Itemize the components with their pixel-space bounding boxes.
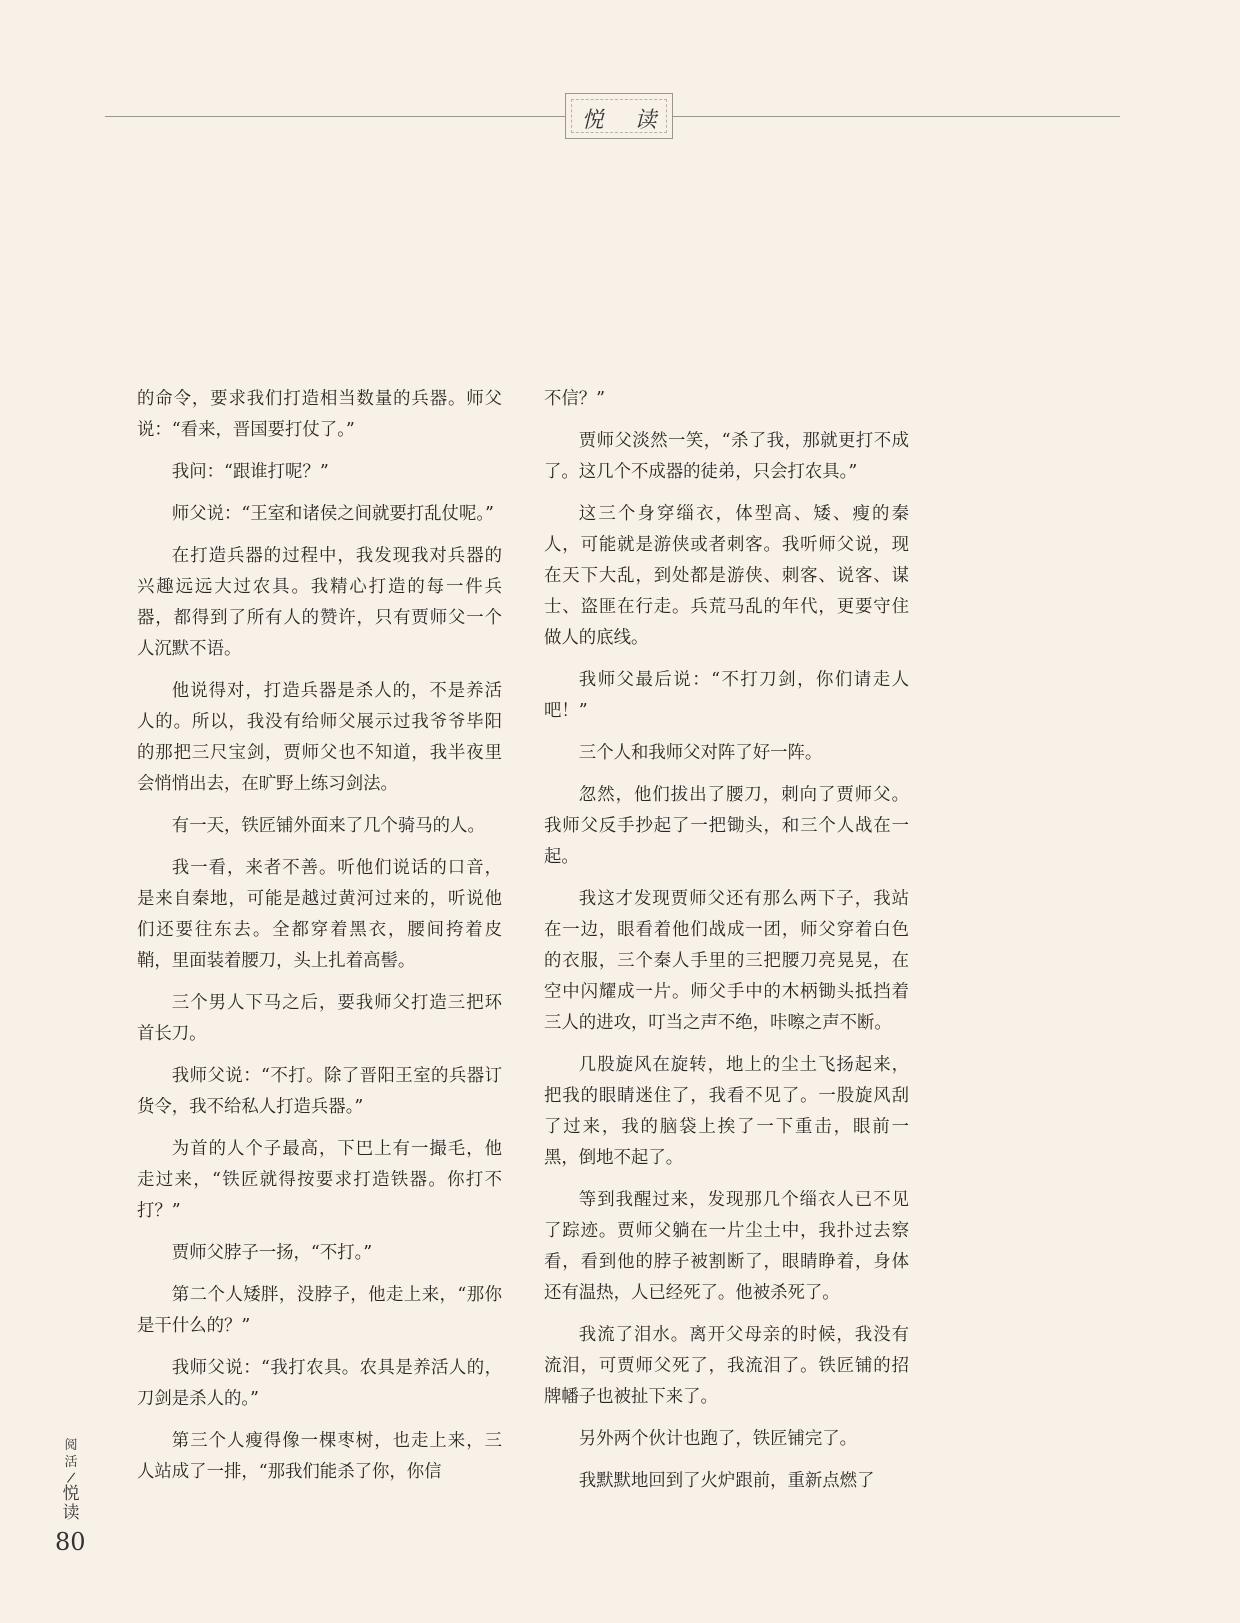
paragraph: 我流了泪水。离开父母亲的时候，我没有流泪，可贾师父死了，我流泪了。铁匠铺的招牌幡子也被扯下来了。 (544, 1325, 909, 1407)
margin-label-top: 阅活 (64, 1438, 78, 1470)
paragraph: 为首的人个子最高，下巴上有一撮毛，他走过来，“铁匠就得按要求打造铁器。你打不打？” (137, 1139, 502, 1221)
paragraph: 我这才发现贾师父还有那么两下子，我站在一边，眼看着他们战成一团，师父穿着白色的衣服，三个秦人手里的三把腰刀亮晃晃，在空中闪耀成一片。师父手中的木柄锄头抵挡着三人的进攻，叮当之声不绝，咔嚓之声不断。 (544, 889, 909, 1033)
magazine-margin-label (62, 1437, 80, 1523)
paragraph: 第二个人矮胖，没脖子，他走上来，“那你是干什么的？” (137, 1285, 502, 1336)
paragraph: 等到我醒过来，发现那几个缁衣人已不见了踪迹。贾师父躺在一片尘土中，我扑过去察看，看到他的脖子被割断了，眼睛睁着，身体还有温热，人已经死了。他被杀死了。 (544, 1190, 909, 1303)
paragraph: 我师父最后说：“不打刀剑，你们请走人吧！” (544, 670, 909, 721)
paragraph: 在打造兵器的过程中，我发现我对兵器的兴趣远远大过农具。我精心打造的每一件兵器，都得到了所有人的赞许，只有贾师父一个人沉默不语。 (137, 546, 502, 659)
section-title: 悦 读 (581, 108, 669, 133)
paragraph: 几股旋风在旋转，地上的尘土飞扬起来，把我的眼睛迷住了，我看不见了。一股旋风刮了过来，我的脑袋上挨了一下重击，眼前一黑，倒地不起了。 (544, 1055, 909, 1168)
paragraph: 我师父说：“我打农具。农具是养活人的，刀剑是杀人的。” (137, 1358, 502, 1409)
paragraph: 这三个身穿缁衣，体型高、矮、瘦的秦人，可能就是游侠或者刺客。我听师父说，现在天下大乱，到处都是游侠、刺客、说客、谋士、盗匪在行走。兵荒马乱的年代，更要守住做人的底线。 (544, 504, 909, 648)
paragraph: 不信？” (544, 389, 606, 409)
section-badge (565, 93, 673, 139)
paragraph: 我问：“跟谁打呢？” (171, 462, 329, 482)
paragraph: 第三个人瘦得像一棵枣树，也走上来，三人站成了一排，“那我们能杀了你，你信 (137, 1431, 502, 1482)
margin-label-bottom: 悦读 (62, 1484, 80, 1523)
paragraph: 我师父说：“不打。除了晋阳王室的兵器订货令，我不给私人打造兵器。” (137, 1066, 502, 1117)
paragraph: 我默默地回到了火炉跟前，重新点燃了 (578, 1471, 875, 1491)
right-text-column (544, 384, 909, 1508)
paragraph: 另外两个伙计也跑了，铁匠铺完了。 (578, 1429, 858, 1449)
paragraph: 有一天，铁匠铺外面来了几个骑马的人。 (171, 816, 485, 836)
paragraph: 贾师父淡然一笑，“杀了我，那就更打不成了。这几个不成器的徒弟，只会打农具。” (544, 431, 909, 482)
paragraph: 忽然，他们拔出了腰刀，刺向了贾师父。我师父反手抄起了一把锄头，和三个人战在一起。 (544, 785, 909, 867)
margin-slash: / (66, 1469, 76, 1487)
paragraph: 他说得对，打造兵器是杀人的，不是养活人的。所以，我没有给师父展示过我爷爷毕阳的那把三尺宝剑，贾师父也不知道，我半夜里会悄悄出去，在旷野上练习剑法。 (137, 681, 502, 794)
page-number: 80 (55, 1528, 86, 1556)
paragraph: 我一看，来者不善。听他们说话的口音，是来自秦地，可能是越过黄河过来的，听说他们还要往东去。全都穿着黑衣，腰间挎着皮鞘，里面装着腰刀，头上扎着高髻。 (137, 858, 502, 971)
paragraph: 贾师父脖子一扬，“不打。” (171, 1243, 373, 1263)
paragraph: 三个男人下马之后，要我师父打造三把环首长刀。 (137, 993, 502, 1044)
paragraph: 师父说：“王室和诸侯之间就要打乱仗呢。” (171, 504, 494, 524)
left-text-column (137, 384, 502, 1499)
paragraph: 三个人和我师父对阵了好一阵。 (578, 743, 823, 763)
paragraph: 的命令，要求我们打造相当数量的兵器。师父说：“看来，晋国要打仗了。” (137, 389, 502, 440)
